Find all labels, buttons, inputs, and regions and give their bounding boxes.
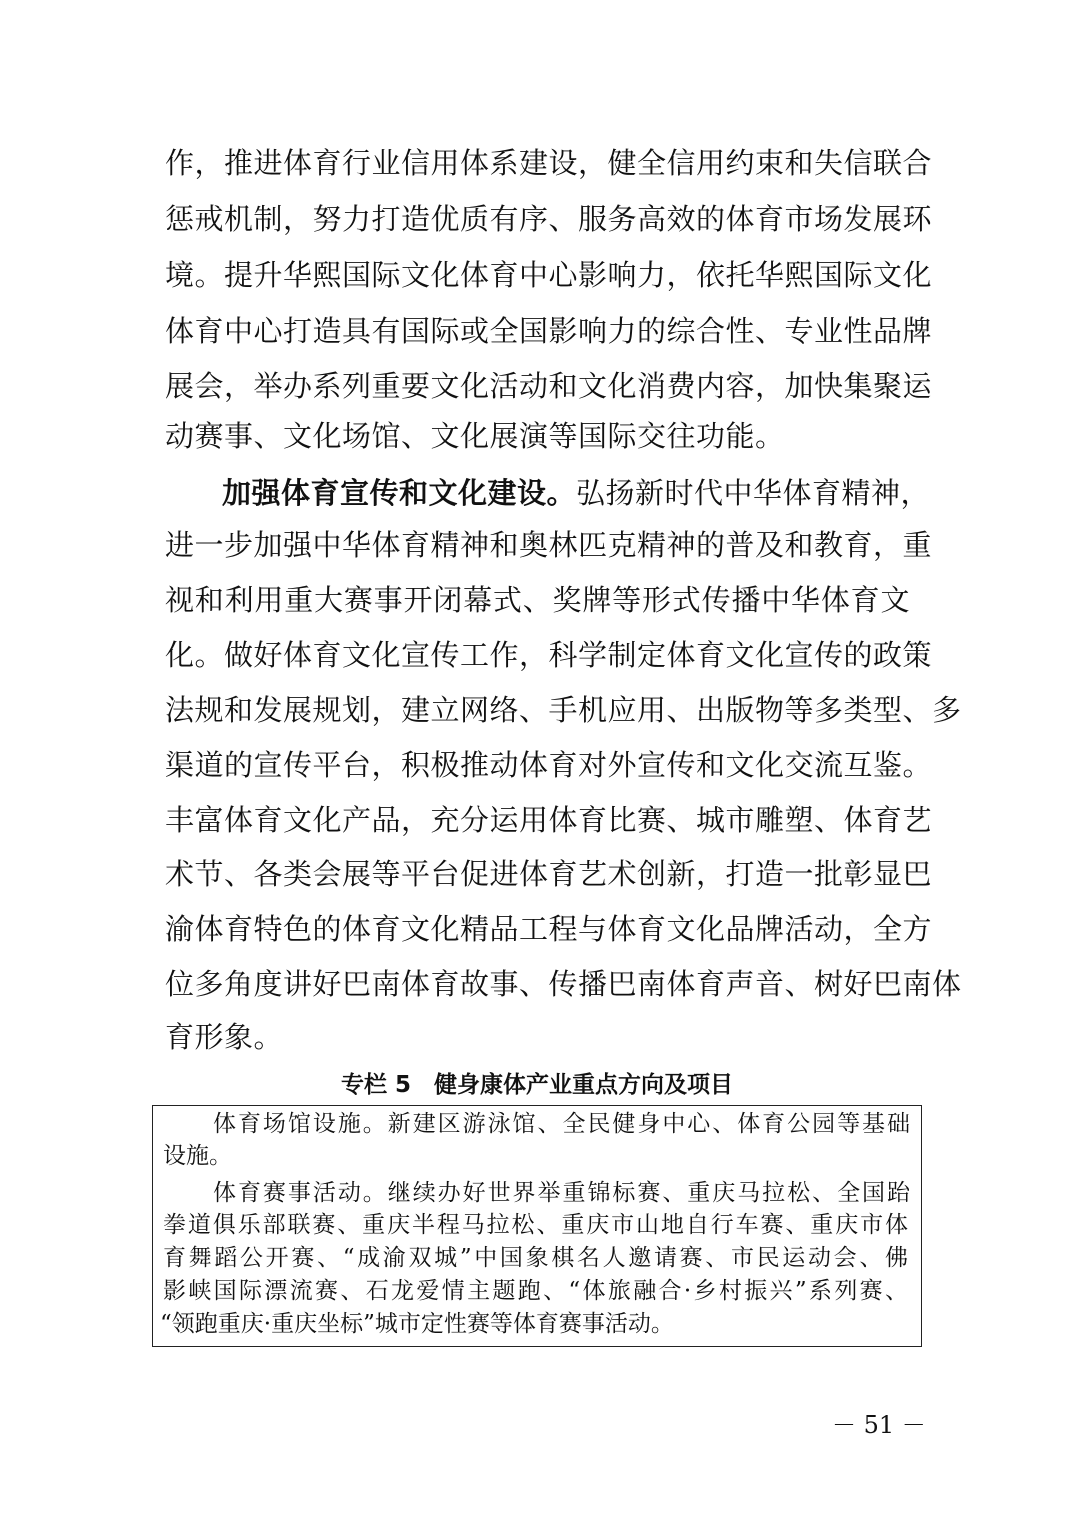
text-line: 法规和发展规划，建立网络、手机应用、出版物等多类型、多 bbox=[165, 693, 962, 727]
text-line bbox=[222, 473, 931, 513]
page-number: － 51 － bbox=[832, 1411, 926, 1439]
text-line: 体育中心打造具有国际或全国影响力的综合性、专业性品牌 bbox=[165, 314, 933, 348]
text-line: 术节、各类会展等平台促进体育艺术创新，打造一批彰显巴 bbox=[165, 857, 933, 891]
text-line: 化。做好体育文化宣传工作，科学制定体育文化宣传的政策 bbox=[165, 638, 933, 672]
text-line: 位多角度讲好巴南体育故事、传播巴南体育声音、树好巴南体 bbox=[165, 967, 962, 1001]
text-line: 渝体育特色的体育文化精品工程与体育文化品牌活动，全方 bbox=[165, 912, 933, 946]
section-heading: 加强体育宣传和文化建设。 bbox=[222, 476, 577, 510]
box-text-line: 体育赛事活动。继续办好世界举重锦标赛、重庆马拉松、全国跆 bbox=[213, 1180, 910, 1206]
text-line: 展会，举办系列重要文化活动和文化消费内容，加快集聚运 bbox=[165, 369, 933, 403]
heading-line-text: 弘扬新时代中华体育精神， bbox=[576, 476, 931, 510]
text-line: 进一步加强中华体育精神和奥林匹克精神的普及和教育，重 bbox=[165, 528, 933, 562]
box-text-line: 拳道俱乐部联赛、重庆半程马拉松、重庆市山地自行车赛、重庆市体 bbox=[163, 1212, 908, 1238]
text-line: 境。提升华熙国际文化体育中心影响力，依托华熙国际文化 bbox=[165, 258, 933, 292]
text-line: 育形象。 bbox=[165, 1020, 284, 1054]
text-line: 丰富体育文化产品，充分运用体育比赛、城市雕塑、体育艺 bbox=[165, 803, 933, 837]
text-line: 作，推进体育行业信用体系建设，健全信用约束和失信联合 bbox=[165, 146, 933, 180]
box-text-line: 体育场馆设施。新建区游泳馆、全民健身中心、体育公园等基础 bbox=[213, 1111, 910, 1137]
text-line: 惩戒机制，努力打造优质有序、服务高效的体育市场发展环 bbox=[165, 202, 933, 236]
text-line: 渠道的宣传平台，积极推动体育对外宣传和文化交流互鉴。 bbox=[165, 748, 933, 782]
text-line: 视和利用重大赛事开闭幕式、奖牌等形式传播中华体育文 bbox=[165, 583, 910, 617]
box-text-line: “领跑重庆·重庆坐标”城市定性赛等体育赛事活动。 bbox=[160, 1311, 674, 1337]
box-text-line: 影峡国际漂流赛、石龙爱情主题跑、“体旅融合·乡村振兴”系列赛、 bbox=[163, 1278, 908, 1304]
box-text-line: 设施。 bbox=[163, 1143, 232, 1169]
box-text-line: 育舞蹈公开赛、“成渝双城”中国象棋名人邀请赛、市民运动会、佛 bbox=[163, 1245, 908, 1271]
text-line: 动赛事、文化场馆、文化展演等国际交往功能。 bbox=[165, 419, 785, 453]
column-box-title: 专栏 5 健身康体产业重点方向及项目 bbox=[340, 1072, 733, 1098]
